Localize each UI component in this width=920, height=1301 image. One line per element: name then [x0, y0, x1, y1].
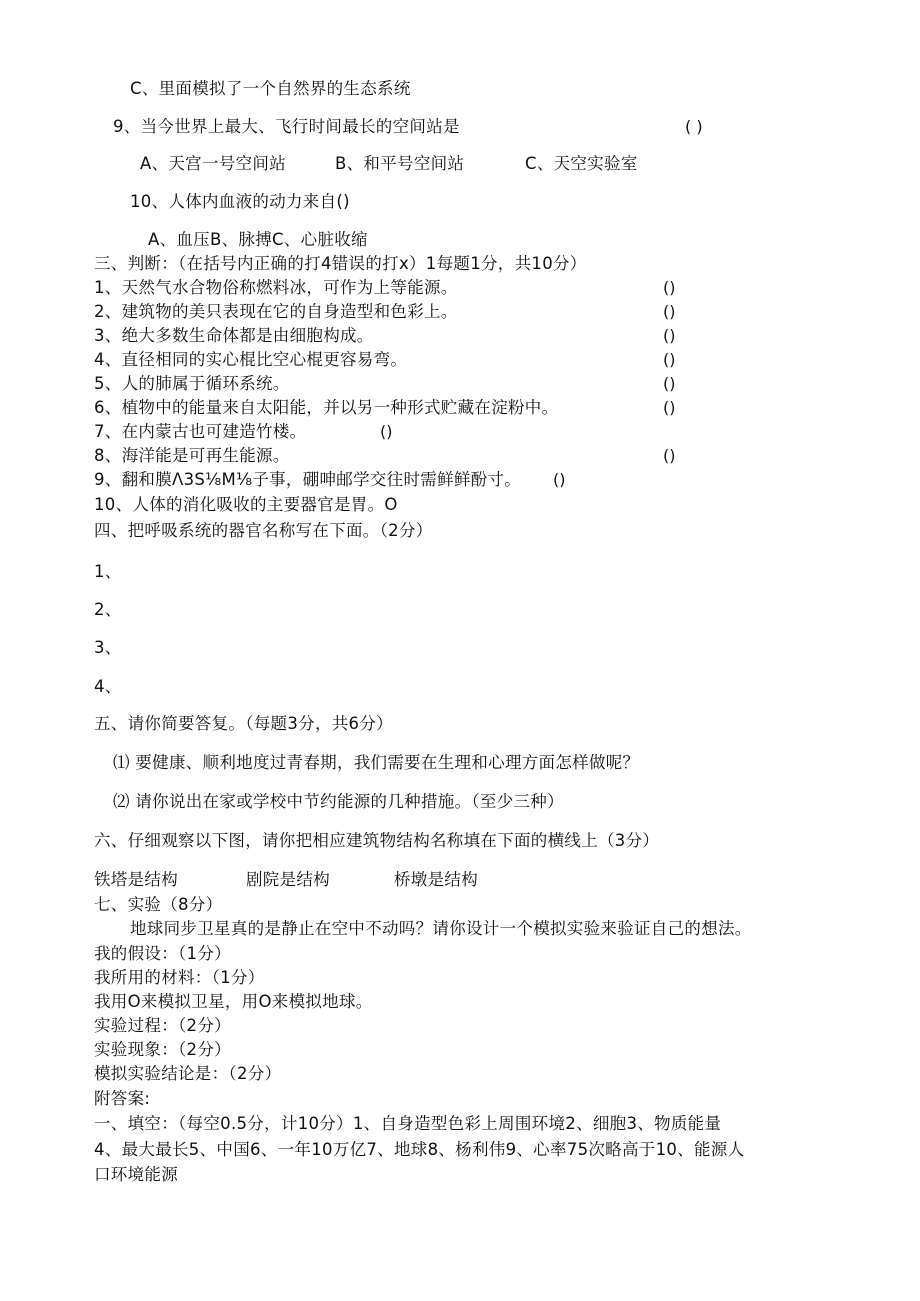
judge-paren: () — [380, 422, 393, 441]
judge-item: 8、海洋能是可再生能源。 — [94, 446, 290, 465]
judge-item: 2、建筑物的美只表现在它的自身造型和色彩上。 — [94, 302, 458, 321]
answers-heading: 附答案: — [94, 1089, 151, 1108]
q10-options: A、血压B、脉搏C、心脏收缩 — [148, 230, 368, 249]
judge-item: 9、翻和膜Λ3S⅛M⅛子事，硼呻邮学交往时需鲜鲜酚寸。 — [94, 470, 522, 489]
judge-item: 3、绝大多数生命体都是由细胞构成。 — [94, 326, 374, 345]
experiment-hypothesis: 我的假设：（1分） — [94, 944, 231, 963]
answers-line: 一、填空：（每空0.5分，计10分）1、自身造型色彩上周围环境2、细胞3、物质能量 — [94, 1114, 722, 1133]
blank-line: 1、 — [94, 562, 122, 581]
experiment-phenomenon: 实验现象：（2分） — [94, 1040, 231, 1059]
experiment-conclusion: 模拟实验结论是：（2分） — [94, 1064, 282, 1083]
judge-item: 1、天然气水合物俗称燃料冰，可作为上等能源。 — [94, 278, 458, 297]
q10-stem: 10、人体内血液的动力来自() — [130, 192, 350, 211]
judge-paren: () — [663, 398, 676, 417]
judge-paren: () — [663, 302, 676, 321]
blank-line: 3、 — [94, 638, 122, 657]
q8-option-c: C、里面模拟了一个自然界的生态系统 — [130, 79, 411, 98]
section3-heading: 三、判断：（在括号内正确的打4错误的打x）1每题1分，共10分） — [94, 254, 587, 273]
judge-item: 7、在内蒙古也可建造竹楼。 — [94, 422, 307, 441]
judge-paren: () — [663, 278, 676, 297]
experiment-materials: 我所用的材料：（1分） — [94, 968, 265, 987]
section5-heading: 五、请你简要答复。（每题3分，共6分） — [94, 714, 393, 733]
experiment-intro: 地球同步卫星真的是静止在空中不动吗？请你设计一个模拟实验来验证自己的想法。 — [130, 919, 752, 938]
judge-item: 5、人的肺属于循环系统。 — [94, 374, 290, 393]
q9-option-c: C、天空实验室 — [525, 154, 638, 173]
structure-theater: 剧院是结构 — [246, 870, 330, 889]
q9-answer-paren: ( ) — [685, 117, 703, 136]
section6-heading: 六、仔细观察以下图，请你把相应建筑物结构名称填在下面的横线上（3分） — [94, 831, 660, 850]
q9-stem: 9、当今世界上最大、飞行时间最长的空间站是 — [113, 117, 460, 136]
blank-line: 4、 — [94, 677, 122, 696]
judge-paren: () — [553, 470, 566, 489]
structure-tower: 铁塔是结构 — [94, 870, 178, 889]
answers-line: 4、最大最长5、中国6、一年10万亿7、地球8、杨利伟9、心率75次略高于10、能源人 — [94, 1140, 745, 1159]
judge-paren: () — [663, 326, 676, 345]
short-answer-q2: ⑵ 请你说出在家或学校中节约能源的几种措施。（至少三种） — [113, 792, 564, 811]
blank-line: 2、 — [94, 600, 122, 619]
judge-item: 4、直径相同的实心棍比空心棍更容易弯。 — [94, 350, 408, 369]
q9-option-b: B、和平号空间站 — [335, 154, 465, 173]
judge-paren: () — [663, 374, 676, 393]
short-answer-q1: ⑴ 要健康、顺利地度过青春期，我们需要在生理和心理方面怎样做呢？ — [113, 753, 640, 772]
judge-paren: () — [663, 446, 676, 465]
judge-item: 10、人体的消化吸收的主要器官是胃。O — [94, 495, 398, 514]
section7-heading: 七、实验（8分） — [94, 895, 223, 914]
experiment-process: 实验过程：（2分） — [94, 1016, 231, 1035]
q9-option-a: A、天宫一号空间站 — [140, 154, 286, 173]
judge-item: 6、植物中的能量来自太阳能，并以另一种形式贮藏在淀粉中。 — [94, 398, 559, 417]
judge-paren: () — [663, 350, 676, 369]
section4-heading: 四、把呼吸系统的器官名称写在下面。（2分） — [94, 521, 433, 540]
answers-line: 口环境能源 — [94, 1165, 178, 1184]
structure-pier: 桥墩是结构 — [394, 870, 478, 889]
experiment-simulate: 我用O来模拟卫星，用O来模拟地球。 — [94, 992, 373, 1011]
